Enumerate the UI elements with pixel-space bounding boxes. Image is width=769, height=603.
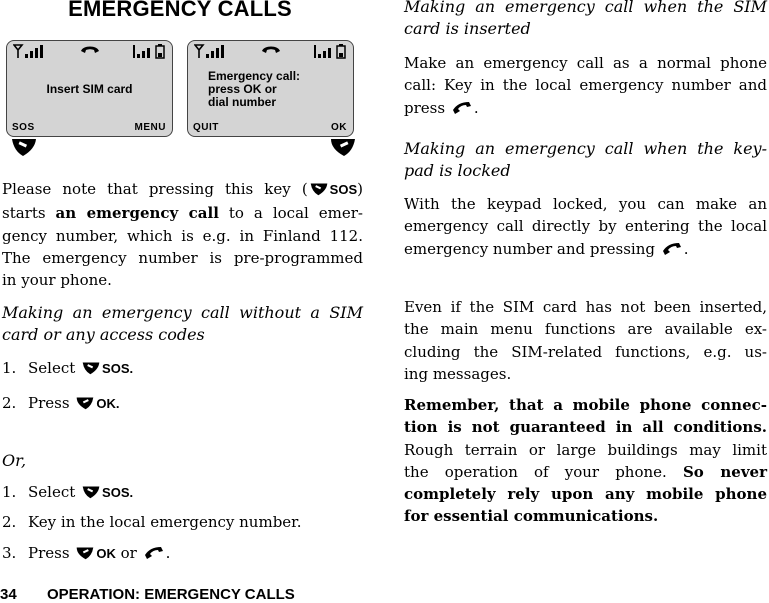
intro-line: gency number, which is e.g. in Finland 112. [2, 226, 363, 245]
heading-sim-inserted: Making an emergency call when the SIM card is inserted [404, 0, 767, 38]
signal-strength-icon [194, 43, 226, 59]
phone-handset-icon [260, 43, 282, 57]
battery-level-icon [132, 43, 166, 59]
screen-message [208, 70, 300, 109]
call-key-icon [662, 240, 682, 262]
step-press-ok-or-call: 3. Press OK or . [2, 543, 170, 565]
heading-without-sim: Making an emergency call without a SIM card or any access codes [2, 303, 363, 344]
softkey-sos-label: SOS [12, 122, 35, 133]
page-number: 34 [0, 586, 17, 603]
right-softkey-icon [76, 545, 94, 565]
signal-strength-icon [13, 43, 45, 59]
status-bar [11, 43, 168, 61]
paragraph-keypad-locked: With the keypad locked, you can make an emergency call directly by entering the local emergency number and pressing . [404, 193, 767, 262]
step-select-sos: 1. Select SOS. [2, 358, 133, 380]
left-softkey-icon [82, 360, 100, 380]
intro-line: Please note that pressing this key ( SOS) [2, 178, 363, 202]
paragraph-warning: Remember, that a mobile phone connec- tion is not guaranteed in all conditions. Rough terrain or large buildings may limit the operation of your phone. So never completely rely upon any mobile phone for essential communications. [404, 396, 767, 526]
or-label: Or, [2, 451, 27, 470]
softkey-ok-label: OK [331, 122, 347, 133]
paragraph-no-sim-menu: Even if the SIM card has not been inserted, the main menu functions are available ex- cluding the SIM-related functions, e.g. us- ing messages. [404, 298, 767, 383]
call-key-icon [452, 99, 472, 121]
phone-screen-emergency-call [187, 40, 354, 137]
left-softkey-icon [82, 484, 100, 504]
status-bar [192, 43, 349, 61]
call-key-icon [144, 545, 164, 565]
intro-line: starts an emergency call to a local emer- [2, 204, 363, 223]
battery-level-icon [313, 43, 347, 59]
step-key-in-number: 2. Key in the local emergency number. [2, 513, 302, 531]
screen-message-line: dial number [208, 95, 277, 109]
screen-message: Insert SIM card [46, 82, 133, 96]
page-footer [0, 586, 295, 603]
intro-line: The emergency number is pre-programmed [2, 248, 363, 267]
phone-handset-icon [79, 43, 101, 57]
intro-paragraph [2, 178, 363, 291]
right-softkey-icon [330, 137, 356, 162]
intro-line: in your phone. [2, 271, 112, 290]
heading-keypad-locked: Making an emergency call when the key- pad is locked [404, 139, 767, 180]
softkey-quit-label: QUIT [193, 122, 219, 133]
phone-screen-insert-sim [6, 40, 173, 137]
page-title: EMERGENCY CALLS [68, 0, 292, 21]
left-softkey-icon [310, 180, 328, 202]
screen-message-line: press OK or [208, 82, 277, 96]
right-softkey-icon [76, 395, 94, 415]
screen-message-line: Emergency call: [208, 69, 301, 83]
section-title: OPERATION: EMERGENCY CALLS [47, 586, 295, 603]
step-select-sos: 1. Select SOS. [2, 482, 133, 504]
paragraph-normal-call: Make an emergency call as a normal phone call: Key in the local emergency number and press . [404, 52, 767, 121]
left-softkey-icon [11, 137, 37, 162]
softkey-menu-label: MENU [134, 122, 166, 133]
step-press-ok: 2. Press OK. [2, 393, 119, 415]
